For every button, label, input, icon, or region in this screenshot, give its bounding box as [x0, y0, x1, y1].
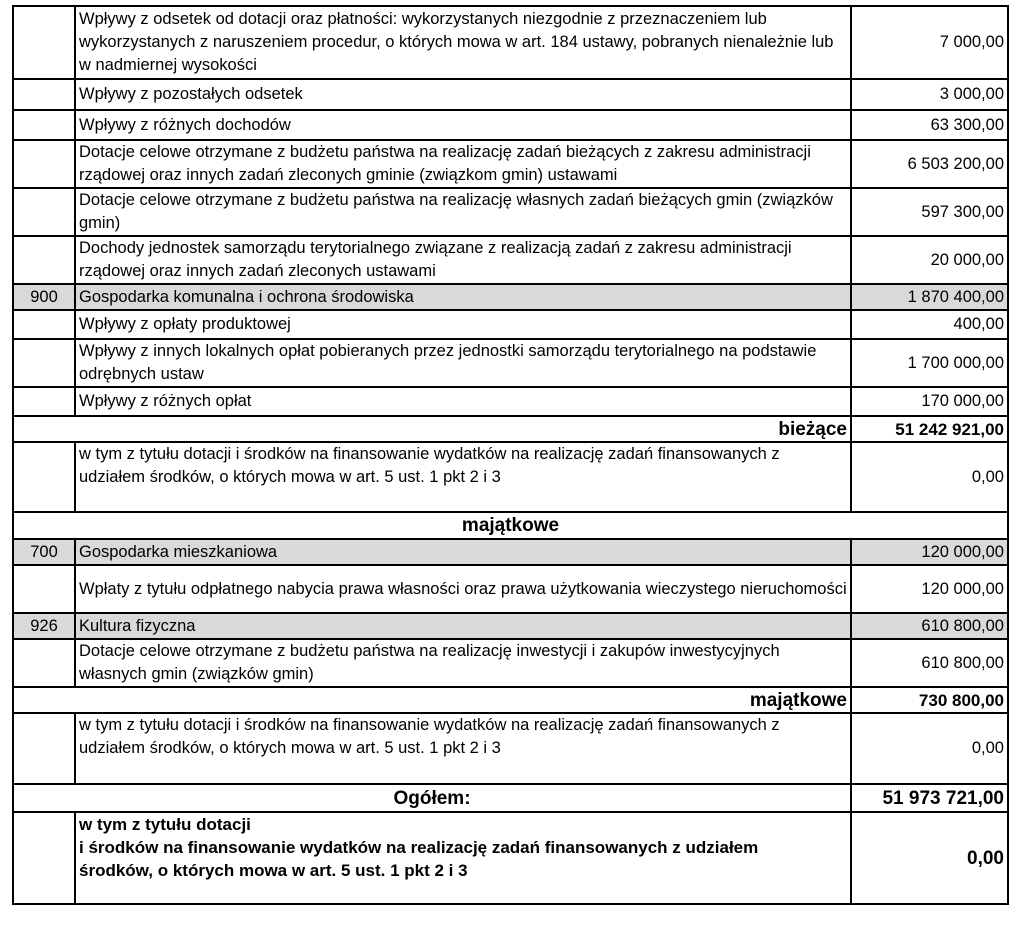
- section-row-700: [13, 539, 1008, 565]
- section-amount: 610 800,00: [851, 613, 1008, 639]
- row-amount: 3 000,00: [851, 79, 1008, 110]
- table-row: [13, 339, 1008, 387]
- row-description: Wpływy z innych lokalnych opłat pobieranych przez jednostki samorządu terytorialnego na podstawie odrębnych ustaw: [75, 339, 851, 387]
- row-description: Wpływy z pozostałych odsetek: [75, 79, 851, 110]
- grand-wtym-line-1: w tym z tytułu dotacji: [79, 815, 251, 834]
- section-title: Gospodarka komunalna i ochrona środowiska: [75, 284, 851, 310]
- budget-table-sheet: [12, 5, 1007, 905]
- table-row: [13, 236, 1008, 284]
- code-cell: [13, 140, 75, 188]
- row-amount: 170 000,00: [851, 387, 1008, 416]
- row-amount: 7 000,00: [851, 6, 1008, 79]
- row-amount: 610 800,00: [851, 639, 1008, 687]
- code-cell: [13, 387, 75, 416]
- wtym-amount: 0,00: [851, 442, 1008, 512]
- majatkowe-heading: majątkowe: [13, 512, 1008, 539]
- grand-wtym-line-3: środków, o których mowa w art. 5 ust. 1 pkt 2 i 3: [79, 861, 468, 880]
- section-row-900: [13, 284, 1008, 310]
- table-row: [13, 110, 1008, 140]
- table-row: [13, 387, 1008, 416]
- row-amount: 20 000,00: [851, 236, 1008, 284]
- wtym-description: w tym z tytułu dotacji i środków na finansowanie wydatków na realizację zadań finansowanych z udziałem środków, o których mowa w art. 5 ust. 1 pkt 2 i 3: [75, 442, 851, 512]
- row-description: Wpływy z różnych opłat: [75, 387, 851, 416]
- row-description: Dotacje celowe otrzymane z budżetu państwa na realizację własnych zadań bieżących gmin (związków gmin): [75, 188, 851, 236]
- row-description: Wpłaty z tytułu odpłatnego nabycia prawa własności oraz prawa użytkowania wieczystego nieruchomości: [75, 565, 851, 613]
- table-row: [13, 188, 1008, 236]
- table-row: [13, 565, 1008, 613]
- code-cell: [13, 110, 75, 140]
- wtym-amount: 0,00: [851, 713, 1008, 784]
- code-cell: [13, 310, 75, 339]
- code-cell: [13, 713, 75, 784]
- wtym-row: [13, 442, 1008, 512]
- code-cell: [13, 79, 75, 110]
- row-description: Dotacje celowe otrzymane z budżetu państwa na realizację zadań bieżących z zakresu administracji rządowej oraz innych zadań zleconych gminie (związkom gmin) ustawami: [75, 140, 851, 188]
- code-cell: [13, 565, 75, 613]
- row-description: Dotacje celowe otrzymane z budżetu państwa na realizację inwestycji i zakupów inwestycyjnych własnych gmin (związków gmin): [75, 639, 851, 687]
- table-row: [13, 140, 1008, 188]
- grand-total-label: Ogółem:: [13, 784, 851, 812]
- code-cell: [13, 6, 75, 79]
- table-row: [13, 310, 1008, 339]
- wtym-description: w tym z tytułu dotacji i środków na finansowanie wydatków na realizację zadań finansowanych z udziałem środków, o których mowa w art. 5 ust. 1 pkt 2 i 3: [75, 713, 851, 784]
- code-cell: [13, 442, 75, 512]
- grand-wtym-amount: 0,00: [851, 812, 1008, 904]
- section-code: 900: [13, 284, 75, 310]
- code-cell: [13, 812, 75, 904]
- row-description: Wpływy z odsetek od dotacji oraz płatności: wykorzystanych niezgodnie z przeznaczeniem lub wykorzystanych z naruszeniem procedur, o których mowa w art. 184 ustawy, pobranych nienależnie lub w nadmiernej wysokości: [75, 6, 851, 79]
- grand-total-amount: 51 973 721,00: [851, 784, 1008, 812]
- budget-table: [12, 5, 1009, 905]
- row-amount: 6 503 200,00: [851, 140, 1008, 188]
- section-title: Gospodarka mieszkaniowa: [75, 539, 851, 565]
- row-amount: 120 000,00: [851, 565, 1008, 613]
- code-cell: [13, 339, 75, 387]
- section-code: 700: [13, 539, 75, 565]
- code-cell: [13, 188, 75, 236]
- table-row: [13, 6, 1008, 79]
- section-header-majatkowe: [13, 512, 1008, 539]
- grand-total-row: [13, 784, 1008, 812]
- row-amount: 597 300,00: [851, 188, 1008, 236]
- row-description: Dochody jednostek samorządu terytorialnego związane z realizacją zadań z zakresu administracji rządowej oraz innych zadań zleconych ustawami: [75, 236, 851, 284]
- section-code: 926: [13, 613, 75, 639]
- section-amount: 120 000,00: [851, 539, 1008, 565]
- subtotal-label: majątkowe: [13, 687, 851, 713]
- subtotal-row-biezace: [13, 416, 1008, 442]
- row-amount: 63 300,00: [851, 110, 1008, 140]
- section-row-926: [13, 613, 1008, 639]
- section-amount: 1 870 400,00: [851, 284, 1008, 310]
- row-amount: 1 700 000,00: [851, 339, 1008, 387]
- subtotal-label: bieżące: [13, 416, 851, 442]
- subtotal-row-majatkowe: [13, 687, 1008, 713]
- table-row: [13, 639, 1008, 687]
- row-description: Wpływy z opłaty produktowej: [75, 310, 851, 339]
- subtotal-amount: 51 242 921,00: [851, 416, 1008, 442]
- code-cell: [13, 639, 75, 687]
- row-amount: 400,00: [851, 310, 1008, 339]
- table-row: [13, 79, 1008, 110]
- section-title: Kultura fizyczna: [75, 613, 851, 639]
- code-cell: [13, 236, 75, 284]
- grand-wtym-line-2: i środków na finansowanie wydatków na realizację zadań finansowanych z udziałem: [79, 838, 759, 857]
- row-description: Wpływy z różnych dochodów: [75, 110, 851, 140]
- wtym-row: [13, 713, 1008, 784]
- grand-total-wtym-row: [13, 812, 1008, 904]
- grand-wtym-description: [75, 812, 851, 904]
- subtotal-amount: 730 800,00: [851, 687, 1008, 713]
